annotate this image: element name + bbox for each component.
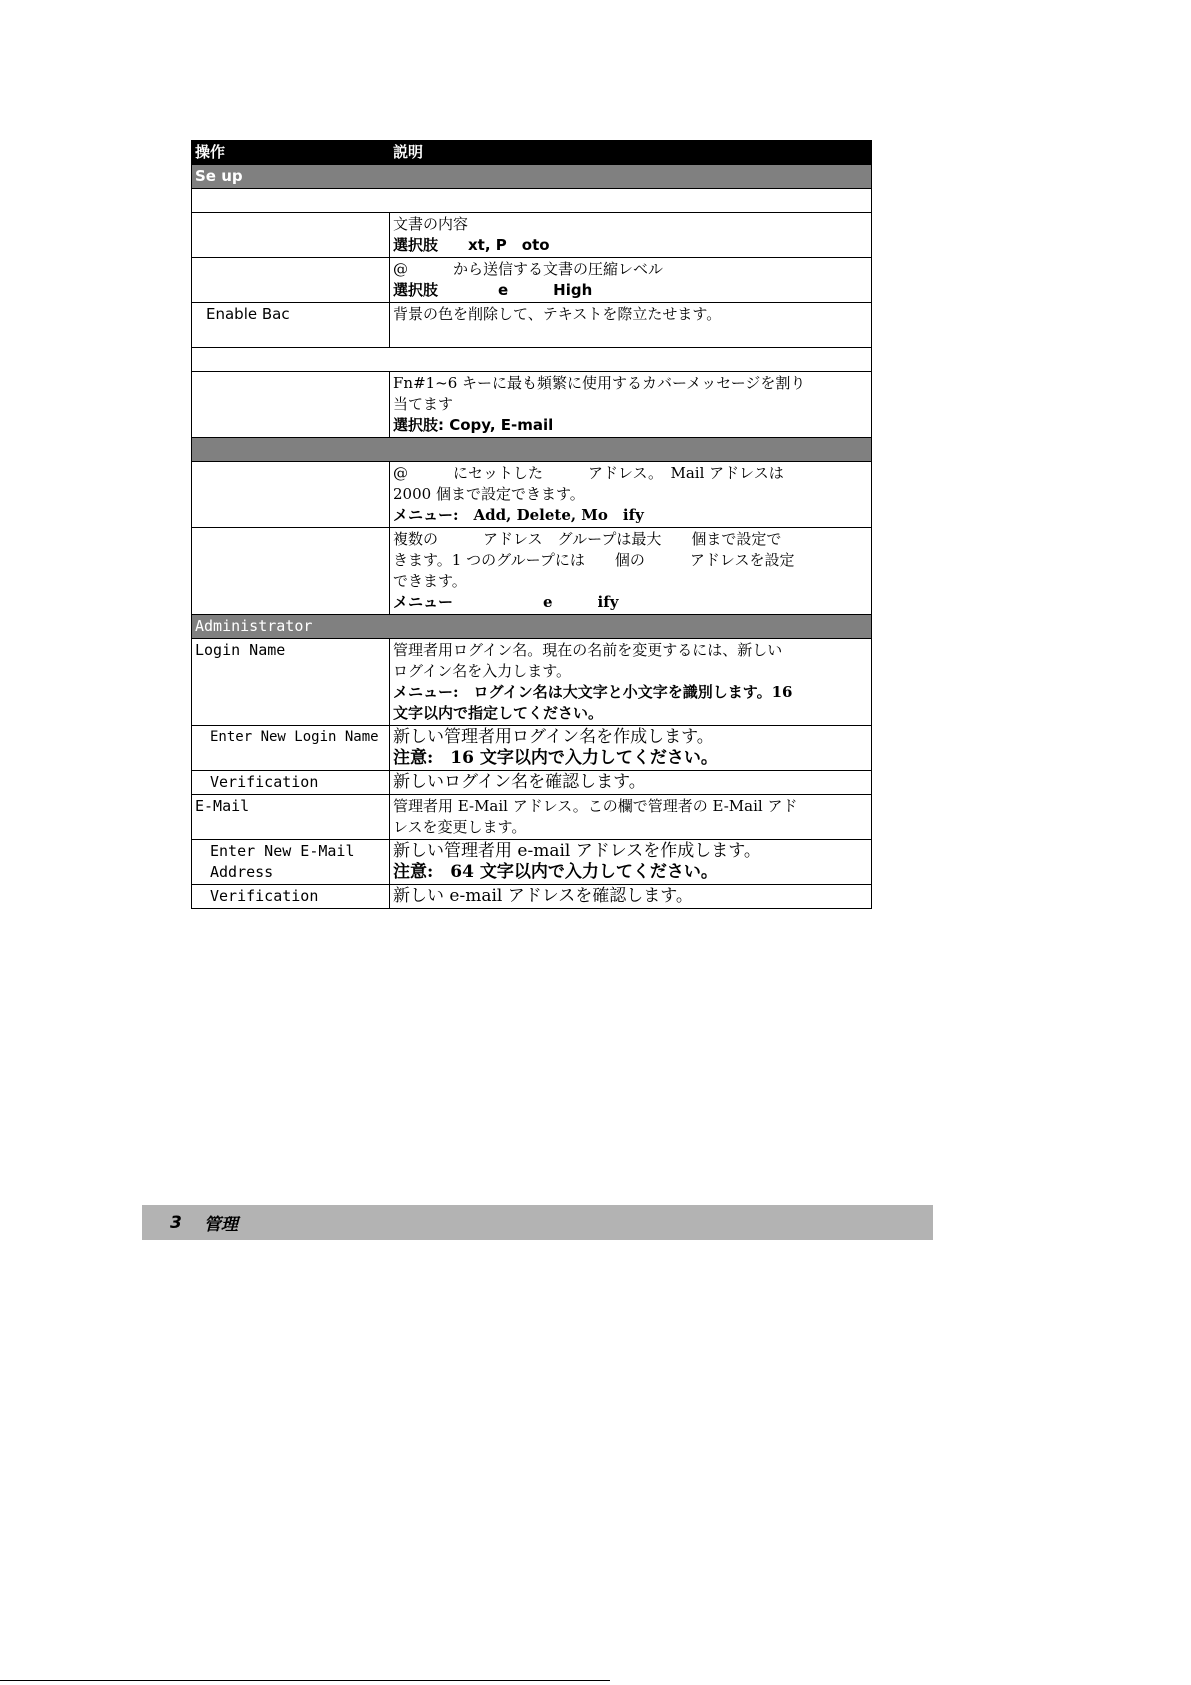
enter-login-desc: 新しい管理者用ログイン名を作成します。 [393, 727, 714, 747]
blank-row [192, 189, 872, 213]
table-row [192, 258, 872, 303]
login-name-note-2: 文字以内で指定してください。 [393, 704, 604, 722]
document-content-desc: 文書の内容 [393, 215, 469, 233]
email-group-desc-2: きます。1 つのグループには 個の アドレスを設定 [393, 551, 795, 569]
enter-login-note: 注意: 16 文字以内で入力してください。 [393, 748, 718, 768]
section-empty [192, 438, 872, 462]
email-address-menu: メニュー: Add, Delete, Mo ify [393, 506, 644, 524]
login-name-label: Login Name [192, 639, 390, 726]
section-administrator [192, 615, 872, 639]
login-name-note-1: メニュー: ログイン名は大文字と小文字を識別します。16 [393, 683, 793, 701]
email-group-menu: メニュー e ify [393, 593, 619, 611]
enter-email-label-1: Enter New E-Mail [210, 842, 355, 860]
settings-table [191, 140, 872, 909]
enable-background-label: Enable Bac [192, 303, 390, 348]
header-description: 説明 [390, 141, 872, 165]
chapter-title: 管理 [203, 1215, 238, 1235]
table-row [192, 840, 872, 885]
section-administrator-title: Administrator [192, 615, 872, 639]
section-setup [192, 165, 872, 189]
table-header-row [192, 141, 872, 165]
email-label: E-Mail [192, 795, 390, 840]
table-row [192, 639, 872, 726]
enter-email-label-2: Address [210, 863, 274, 881]
verify-email-label: Verification [192, 885, 390, 909]
verify-login-label: Verification [192, 771, 390, 795]
table-row [192, 528, 872, 615]
bottom-rule [0, 1680, 610, 1681]
enter-login-label: Enter New Login Name [192, 726, 390, 771]
chapter-footer [142, 1205, 933, 1240]
table-row [192, 303, 872, 348]
fn-keys-options: 選択肢: Copy, E-mail [393, 416, 554, 434]
blank-row [192, 348, 872, 372]
email-group-desc-3: できます。 [393, 572, 467, 590]
email-group-desc-1: 複数の アドレス グループは最大 個まで設定で [393, 530, 782, 548]
compression-desc: @ から送信する文書の圧縮レベル [393, 260, 664, 278]
document-content-options: 選択肢 xt, P oto [393, 236, 550, 254]
table-row [192, 885, 872, 909]
table-row [192, 771, 872, 795]
email-desc-1: 管理者用 E-Mail アドレス。この欄で管理者の E-Mail アド [393, 797, 798, 815]
table-row [192, 213, 872, 258]
fn-keys-desc-2: 当てます [393, 395, 454, 413]
table-row [192, 372, 872, 438]
compression-options: 選択肢 e High [393, 281, 593, 299]
verify-email-desc: 新しい e-mail アドレスを確認します。 [393, 886, 693, 906]
header-operation: 操作 [192, 141, 390, 165]
chapter-number: 3 [170, 1212, 182, 1233]
email-desc-2: レスを変更します。 [393, 818, 527, 836]
table-row [192, 795, 872, 840]
fn-keys-desc-1: Fn#1~6 キーに最も頻繁に使用するカバーメッセージを割り [393, 374, 806, 392]
enter-email-note: 注意: 64 文字以内で入力してください。 [393, 862, 718, 882]
enter-email-desc: 新しい管理者用 e-mail アドレスを作成します。 [393, 841, 761, 861]
email-address-desc-1: @ にセットした アドレス。 Mail アドレスは [393, 464, 784, 482]
enable-background-desc: 背景の色を削除して、テキストを際立たせます。 [393, 305, 722, 323]
email-address-desc-2: 2000 個まで設定できます。 [393, 485, 585, 503]
section-setup-title: Se up [192, 165, 872, 189]
table-row [192, 462, 872, 528]
login-name-desc-1: 管理者用ログイン名。現在の名前を変更するには、新しい [393, 641, 783, 659]
table-row [192, 726, 872, 771]
login-name-desc-2: ログイン名を入力します。 [393, 662, 572, 680]
verify-login-desc: 新しいログイン名を確認します。 [393, 772, 646, 792]
